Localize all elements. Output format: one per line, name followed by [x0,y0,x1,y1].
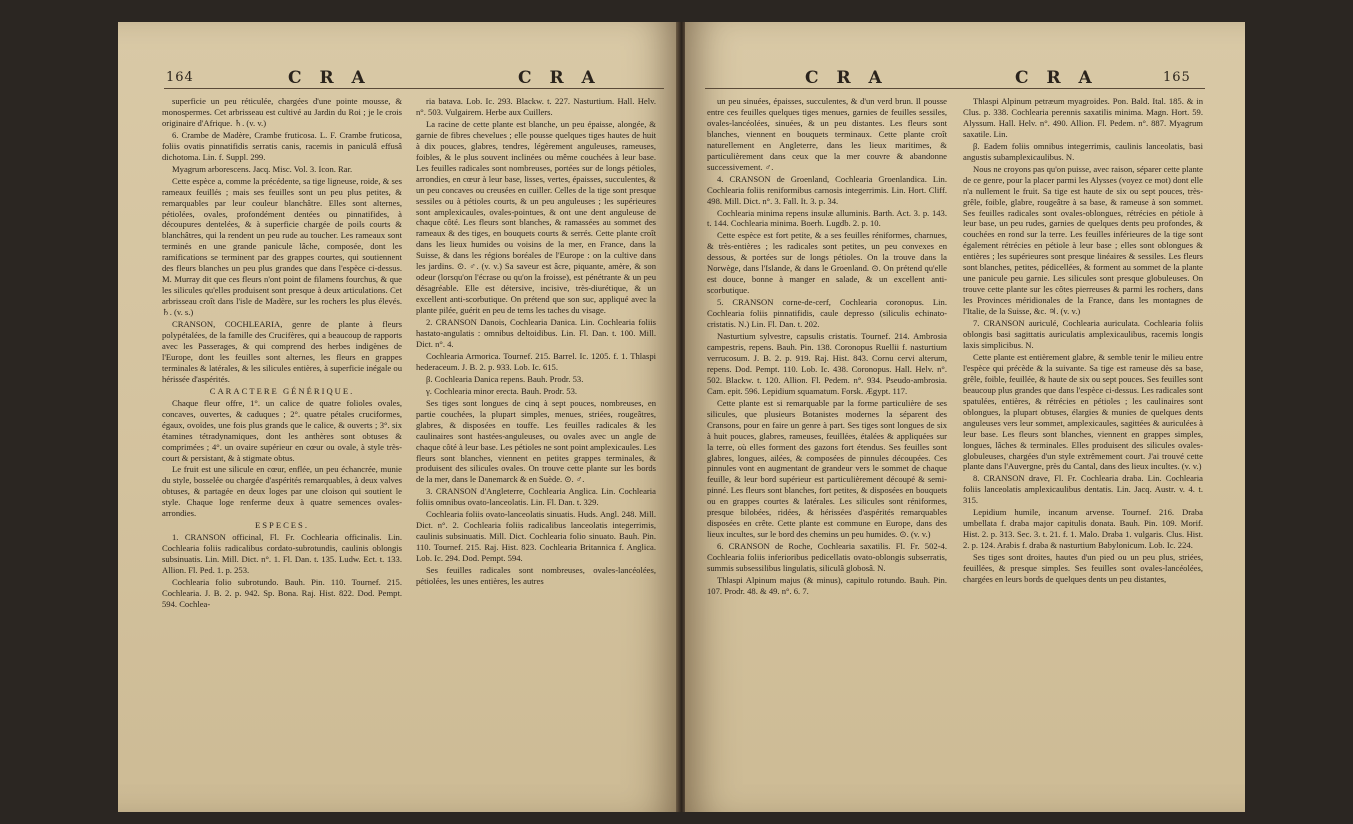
paragraph: 1. CRANSON officinal, Fl. Fr. Cochlearia officinalis. Lin. Cochlearia foliis radicalibus cordato-subrotundis, caulinis oblongis subsinuatis. Lin. Mill. Dict. n°. 1. Fl. Dan. t. 135. Ludw. Ect. t. 133. Allion. Fl. Ped. 1. p. 253. [162,532,402,576]
paragraph: Cochlearia foliis ovato-lanceolatis sinuatis. Huds. Angl. 248. Mill. Dict. n°. 2. Cochlearia foliis radicalibus lanceolatis integerrimis, caulinis subsinuatis. Mill. Dict. Cochlearia folio sinuato. Bauh. Pin. 110. Tournef. 215. Raj. Hist. 823. Cochlearia Britannica f. Anglica. Lob. Ic. 294. Dod. Pempt. 594. [416,509,656,564]
paragraph: ria batava. Lob. Ic. 293. Blackw. t. 227. Nasturtium. Hall. Helv. n°. 503. Vulgairem. Herbe aux Cuillers. [416,96,656,117]
paragraph: Cette plante est si remarquable par la forme particulière de ses silicules, que plusieurs Botanistes modernes la séparent des Cransons, pour en faire un genre à part. Ses tiges sont longues de six à huit pouces, glabres, rameuses, feuillées, étalées & appliquées sur la terre, où elles forment des gazons fort étendus. Ses feuilles sont glabres, longues, ailées, & composées de pinnules découpées. Ces pinnules vont en augmentant de grandeur vers le sommet de chaque feuille, & leur bord supérieur est particulièrement découpé & semi-pinné. Les fleurs sont blanches, fort petites, & disposées en bouquets ou en grappes courtes & latérales. Les silicules sont réniformes, presque bilobées, ridées, & hérissées d'aspérités remarquables disposées en crête. Cette plante est commune en Europe, dans des lieux incultes, sur le bord des chemins un peu humides. ⊙. (v. v.) [707,397,947,540]
left-page-column-1 [162,96,402,796]
paragraph: Chaque fleur offre, 1°. un calice de quatre folioles ovales, concaves, ouvertes, & caduques ; 2°. quatre pétales cruciformes, égaux, ovoïdes, une fois plus grands que le calice, & ouverts ; 3°. six étamines tétradynamiques, dont les anthères sont obtuses & comprimées ; 4°. un ovaire supérieur en cœur ou ovale, à style très-court & persistant, & à stigmate obtus. [162,397,402,463]
paragraph: Cochlearia minima repens insulæ alluminis. Barth. Act. 3. p. 143. t. 144. Cochlearia minima. Boerh. Lugdb. 2. p. 10. [707,207,947,229]
paragraph: un peu sinuées, épaisses, succulentes, & d'un verd brun. Il pousse entre ces feuilles quelques tiges menues, garnies de feuilles sessiles, ovales-lancéolées, sinuées, & un peu distantes. Les fleurs sont blanches, viennent en bouquets terminaux. Cette plante croît naturellement en Angleterre, dans les lieux maritimes, & particulièrement dans ceux que la mer couvre & abandonne successivement. ♂. [707,96,947,172]
paragraph: Thlaspi Alpinum majus (& minus), capitulo rotundo. Bauh. Pin. 107. Prodr. 48. & 49. n°. 6. 7. [707,574,947,596]
paragraph: 3. CRANSON d'Angleterre, Cochlearia Anglica. Lin. Cochlearia foliis omnibus ovato-lanceolatis. Lin. Fl. Dan. t. 329. [416,486,656,508]
paragraph: superficie un peu réticulée, chargées d'une pointe mousse, & monospermes. Cet arbrisseau est cultivé au Jardin du Roi ; je le crois originaire d'Afrique. ♄. (v. v.) [162,96,402,128]
paragraph: Ses tiges sont longues de cinq à sept pouces, nombreuses, en partie couchées, la plupart simples, menues, striées, rougeâtres, glabres, & disposées en touffe. Les feuilles radicales & les caulinaires sont hastées-anguleuses, ou ovales avec un angle de chaque côté à leur base. Les pétioles ne sont point amplexicaules. Les fleurs sont blanches, viennent en petites grappes terminales, & produisent des silicules ovales. On trouve cette plante sur les bords de la mer, dans le Danemarck & en Suède. ⊙. ♂. [416,397,656,485]
section-heading: CARACTERE GÉNÉRIQUE. [209,385,355,396]
left-page [118,22,678,812]
paragraph: Myagrum arborescens. Jacq. Misc. Vol. 3. Icon. Rar. [172,163,353,174]
paragraph: Lepidium humile, incanum arvense. Tournef. 216. Draba umbellata f. draba major capitulis donata. Bauh. Pin. 109. Morif. Hist. 2. p. 313. Sec. 3. t. 21. f. 1. Malo. Draba 1. vulgaris. Clus. Hist. 2. p. 124. Arabis f. draba & nasturtium Babylonicum. Lob. Ic. 224. [963,507,1203,551]
paragraph: β. Eadem foliis omnibus integerrimis, caulinis lanceolatis, basi angustis subamplexicaulibus. N. [963,140,1203,162]
paragraph: CRANSON, COCHLEARIA, genre de plante à fleurs polypétalées, de la famille des Crucifères, qui a beaucoup de rapports avec les Passerages, & qui comprend des herbes indigènes de l'Europe, dont les feuilles sont alternes, les fleurs en grappes terminales & latérales, & les silicules entières, à superficie inégale ou hérissée d'aspérités. [162,319,402,384]
paragraph: Cochlearia folio subrotundo. Bauh. Pin. 110. Tournef. 215. Cochlearia. J. B. 2. p. 942. Sp. Bona. Raj. Hist. 822. Dod. Pempt. 594. Cochlea- [162,576,402,609]
paragraph: Cette plante est entièrement glabre, & semble tenir le milieu entre l'espèce qui précède & la suivante. Sa tige est rameuse dès sa base, grêle, foible, feuillée, & haute de six ou sept pouces. Ses feuilles sont beaucoup plus grandes que dans l'espèce ci-dessus. Les radicales sont spatulées, entières, & rétrécies en pétioles ; les caulinaires sont oblongues, la plupart obtuses, élargies & munies de quelques dents anguleuses vers leur sommet, amplexicaules, sagittées & auriculées à leur base. Les fleurs sont blanches, viennent en grappes simples, longues, lâches & terminales. Elles produisent des silicules ovales-globuleuses, chargées d'un style extrêmement court. J'ai trouvé cette plante dans l'Auvergne, près du Cantal, dans des lieux incultes. (v. v.) [963,351,1203,472]
running-head-right-2: C R A [1015,68,1098,88]
running-head-right-1: C R A [805,68,888,88]
page-number-right: 165 [1163,70,1191,85]
section-heading: ESPECES. [255,520,309,531]
running-head-left-1: C R A [288,68,371,88]
paragraph: Ses feuilles radicales sont nombreuses, ovales-lancéolées, pétiolées, les unes entières, les autres [416,565,656,586]
paragraph: 5. CRANSON corne-de-cerf, Cochlearia coronopus. Lin. Cochlearia foliis pinnatifidis, caule depresso (siliculis echinato-cristatis. N.) Lin. Fl. Dan. t. 202. [707,297,947,330]
paragraph: 6. CRANSON de Roche, Cochlearia saxatilis. Fl. Fr. 502-4. Cochlearia foliis inferioribus pedicellatis ovato-oblongis subserratis, summis subsessilibus lingulatis, siliculâ globosâ. N. [707,541,947,574]
running-head-left-2: C R A [518,68,601,88]
paragraph: Thlaspi Alpinum petræum myagroides. Pon. Bald. Ital. 185. & in Clus. p. 338. Cochlearia perennis saxatilis minima. Magn. Hort. 59. Alyssum. Hall. Helv. n°. 490. Allion. Fl. Pedem. n°. 887. Myagrum saxatile. Lin. [963,96,1203,139]
paragraph: β. Cochlearia Danica repens. Bauh. Prodr. 53. [426,373,584,384]
open-book [118,22,1245,812]
right-page [685,22,1245,812]
paragraph: La racine de cette plante est blanche, un peu épaisse, alongée, & garnie de fibres chevelues ; elle pousse quelques tiges hautes de huit à dix pouces, glabres, tendres, légèrement anguleuses, rameuses, foibles, & le plus souvent inclinées ou même couchées à leur base. Les feuilles radicales sont nombreuses, portées sur de longs pétioles, arrondies, en cœur à leur base, lisses, vertes, épaisses, succulentes, & un peu concaves ou creusées en cuiller. Celles de la tige sont presque sessiles ou à pétioles courts, & un peu anguleuses ; les supérieures sont amplexicaules, ovales-pointues, & ont une dent anguleuse de chaque côté. Les fleurs sont blanches, & ramassées au sommet des rameaux & des tiges, en bouquets courts & serrés. Cette plante croît dans les lieux humides ou voisins de la mer, en France, dans la Suisse, & dans les régions boréales de l'Europe : on la cultive dans les jardins. ⊙. ♂. (v. v.) Sa saveur est âcre, piquante, amère, & son odeur (lorsqu'on l'écrase ou qu'on la froisse), est pénétrante & un peu désagréable. Elle est détersive, incisive, très-diurétique, & un excellent anti-scorbutique. On prétend que son suc, appliqué avec la plante pilée, guérit en peu de tems les taches du visage. [416,118,656,316]
paragraph: Cochlearia Armorica. Tournef. 215. Barrel. Ic. 1205. f. 1. Thlaspi hederaceum. J. B. 2. p. 933. Lob. Ic. 615. [416,350,656,372]
header-rule-left [164,88,664,89]
paragraph: 4. CRANSON de Groenland, Cochlearia Groenlandica. Lin. Cochlearia foliis reniformibus carnosis integerrimis. Lin. Hort. Cliff. 498. Mill. Dict. n°. 3. Fall. It. 3. p. 34. [707,173,947,206]
right-page-column-1 [707,96,947,796]
paragraph: Le fruit est une silicule en cœur, enflée, un peu échancrée, munie du style, bosselée ou chargée d'aspérités remarquables, à deux valves obtuses, & partagée en deux loges par une cloison qui soutient le style. Chaque loge renferme deux à quatre semences ovales-arrondies. [162,464,402,519]
paragraph: Ses tiges sont droites, hautes d'un pied ou un peu plus, striées, feuillées, & presque simples. Ses feuilles sont ovales-lancéolées, chargées en leurs bords de quelques dents un peu distantes, [963,552,1203,584]
paragraph: Nasturtium sylvestre, capsulis cristatis. Tournef. 214. Ambrosia campestris, repens. Bauh. Pin. 138. Coronopus Ruellii f. nasturtium verrucosum. J. B. 2. p. 919. Raj. Hist. 843. Cornu cervi alterum, repens. Dod. Pempt. 110. Lob. Ic. 438. Coronopus. Hall. Helv. n°. 502. Blackw. t. 120. Allion. Fl. Pedem. n°. 934. Pseudo-ambrosia. Cam. epit. 596. Lepidium squamatum. Forsk. Ægypt. 117. [707,331,947,396]
paragraph: 6. Crambe de Madère, Crambe fruticosa. L. F. Crambe fruticosa, foliis ovatis pinnatifidis serratis canis, racemis in paniculâ effusâ dichotoma. Lin. f. Suppl. 299. [162,129,402,162]
left-page-column-2 [416,96,656,796]
paragraph: Nous ne croyons pas qu'on puisse, avec raison, séparer cette plante de ce genre, pour la placer parmi les Alysses (voyez ce mot) dont elle n'a nullement le fruit. Sa tige est haute de six ou sept pouces, très-grêle, foible, glabre, rougeâtre à sa base, & rameuse à son sommet. Ses feuilles radicales sont ovales-oblongues, rétrécies en pétiole à leur base, un peu rudes, garnies de quelques dents peu profondes, & couchées en rond sur la terre. Les feuilles inférieures de la tige sont également rétrécies en pétiole à leur base ; elles sont oblongues & entières ; les supérieures sont presque linéaires & sessiles. Les fleurs sont blanches, petites, pédicellées, & forment au sommet de la plante une panicule peu garnie. Les silicules sont presque globuleuses. On trouve cette plante sur les côtes pierreuses & parmi les rochers, dans les Provinces méridionales de la France, dans les montagnes de l'Italie, de la Suisse, &c. ♃. (v. v.) [963,163,1203,317]
page-number-left: 164 [166,70,194,85]
paragraph: 2. CRANSON Danois, Cochlearia Danica. Lin. Cochlearia foliis hastato-angulatis : omnibus deltoidibus. Lin. Fl. Dan. t. 100. Mill. Dict. n°. 4. [416,317,656,349]
paragraph: 7. CRANSON auriculé, Cochlearia auriculata. Cochlearia foliis oblongis basi sagittatis auriculatis amplexicaulibus, racemis longis laxis simplicibus. N. [963,318,1203,350]
header-rule-right [705,88,1205,89]
right-page-header [685,68,1245,90]
left-page-header [118,68,678,90]
paragraph: Cette espèce est fort petite, & a ses feuilles réniformes, charnues, & très-entières ; les radicales sont petites, un peu convexes en dessous, & portées sur de longs pétioles. On la trouve dans la Norwège, dans l'Islande, & dans le Groenland. ⊙. On prétend qu'elle est douce, bonne à manger en salade, & un excellent anti-scorbutique. [707,230,947,296]
paragraph: γ. Cochlearia minor erecta. Bauh. Prodr. 53. [426,385,578,396]
paragraph: Cette espèce a, comme la précédente, sa tige ligneuse, roide, & ses rameaux feuillés ; mais ses feuilles sont un peu plus petites, & remarquables par leur couleur blanchâtre. Elles sont alternes, pétiolées, ovales, profondément dentées ou pinnatifides, à découpures dentelées, & à superficie chargée de poils courts & blanchâtres, qui la rendent un peu rude au toucher. Les rameaux sont terminés en une grande panicule lâche, composée, dont les ramifications se terminent par des grappes courtes, qui soutiennent des fleurs blanches un peu plus grandes que dans l'espèce ci-dessus. M. Murray dit que ces fleurs n'ont point de filamens fourchus, & que les silicules qu'elles produisent sont presque à deux articulations. Cet arbrisseau croît dans l'isle de Madère, sur les rochers les plus élevés. ♄. (v. s.) [162,175,402,318]
right-page-column-2 [963,96,1203,796]
paragraph: 8. CRANSON drave, Fl. Fr. Cochlearia draba. Lin. Cochlearia foliis lanceolatis amplexicaulibus dentatis. Lin. Jacq. Austr. v. 4. t. 315. [963,473,1203,506]
